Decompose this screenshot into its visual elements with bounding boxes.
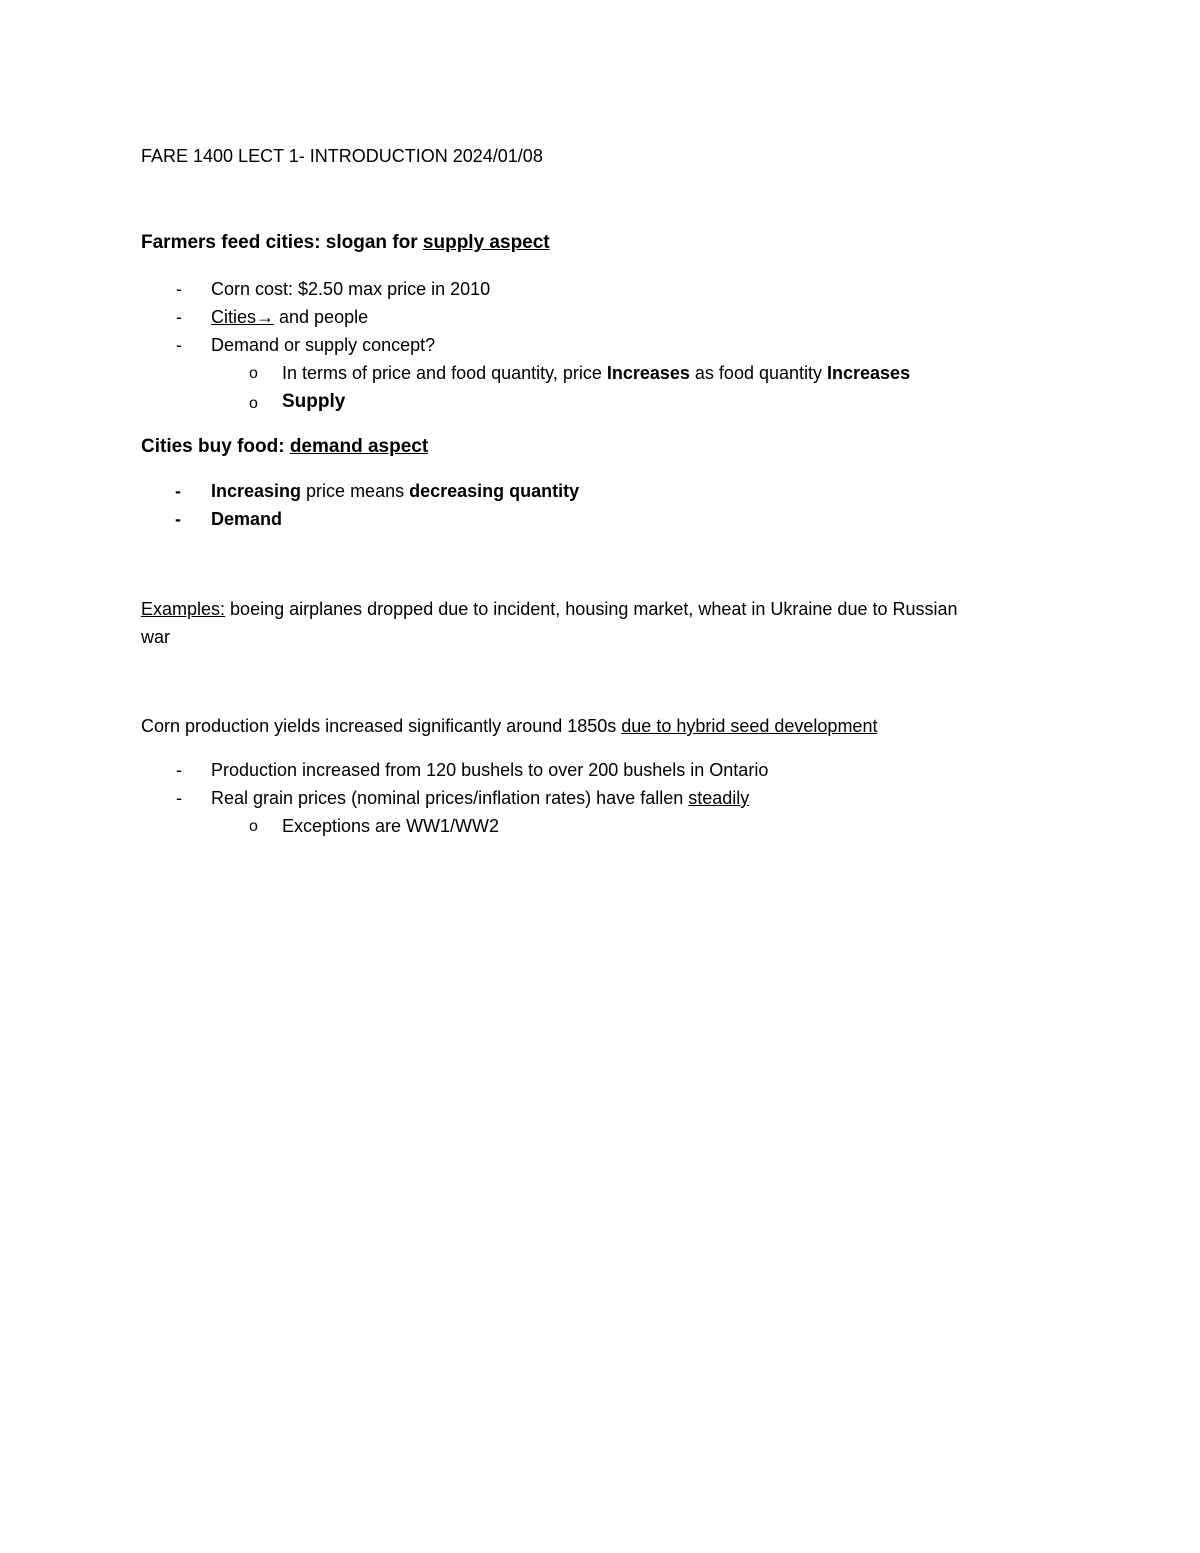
bullet-marker: - — [176, 279, 182, 299]
corn-underlined: due to hybrid seed development — [621, 716, 878, 736]
bold-increases: Increases — [606, 363, 690, 383]
document-title: FARE 1400 LECT 1- INTRODUCTION 2024/01/08 — [141, 146, 543, 166]
examples-text: boeing airplanes dropped due to incident, housing market, wheat in Ukraine due to Russian — [225, 599, 958, 619]
bullet-text: price means — [301, 481, 410, 501]
examples-label: Examples: — [141, 599, 226, 619]
heading-underlined: supply aspect — [422, 232, 550, 253]
heading-underlined: demand aspect — [289, 436, 429, 457]
heading-text: Farmers feed cities: slogan for — [141, 232, 423, 253]
sub-bullet-marker: o — [249, 818, 258, 835]
sub-bullet-exceptions: Exceptions are WW1/WW2 — [282, 816, 500, 836]
sub-bullet-price-quantity — [282, 362, 910, 384]
sub-bullet-text: as food quantity — [689, 363, 828, 383]
bullet-demand: Demand — [211, 509, 283, 529]
bullet-production-increased: Production increased from 120 bushels to over 200 bushels in Ontario — [211, 760, 769, 780]
bullet-corn-cost: Corn cost: $2.50 max price in 2010 — [211, 279, 491, 299]
bullet-demand-or-supply: Demand or supply concept? — [211, 335, 436, 355]
bullet-text: Real grain prices (nominal prices/inflation rates) have fallen — [211, 788, 689, 808]
bullet-marker: - — [176, 307, 182, 327]
corn-text: Corn production yields increased significantly around 1850s — [141, 716, 622, 736]
bullet-text: and people — [274, 307, 369, 327]
corn-production-paragraph — [141, 715, 877, 737]
sub-bullet-text: In terms of price and food quantity, price — [282, 363, 607, 383]
cities-underlined: Cities→ — [211, 307, 275, 327]
sub-bullet-marker: o — [249, 365, 258, 382]
examples-paragraph-line2: war — [141, 627, 171, 647]
bold-increasing: Increasing — [211, 481, 302, 501]
bullet-marker: - — [176, 335, 182, 355]
sub-bullet-marker: o — [249, 395, 258, 412]
bullet-increasing-price — [211, 480, 579, 502]
examples-paragraph — [141, 598, 958, 620]
heading-text: Cities buy food: — [141, 436, 290, 457]
bullet-marker: - — [176, 760, 182, 780]
section-heading-demand — [141, 436, 428, 458]
bold-decreasing-quantity: decreasing quantity — [409, 481, 580, 501]
bold-increases: Increases — [827, 363, 911, 383]
steadily-underlined: steadily — [688, 788, 750, 808]
bullet-cities — [211, 306, 368, 328]
bullet-real-grain-prices — [211, 787, 749, 809]
section-heading-supply — [141, 232, 550, 254]
bullet-marker: - — [175, 509, 181, 529]
bullet-marker: - — [175, 481, 181, 501]
sub-bullet-supply: Supply — [282, 391, 346, 412]
bullet-marker: - — [176, 788, 182, 808]
